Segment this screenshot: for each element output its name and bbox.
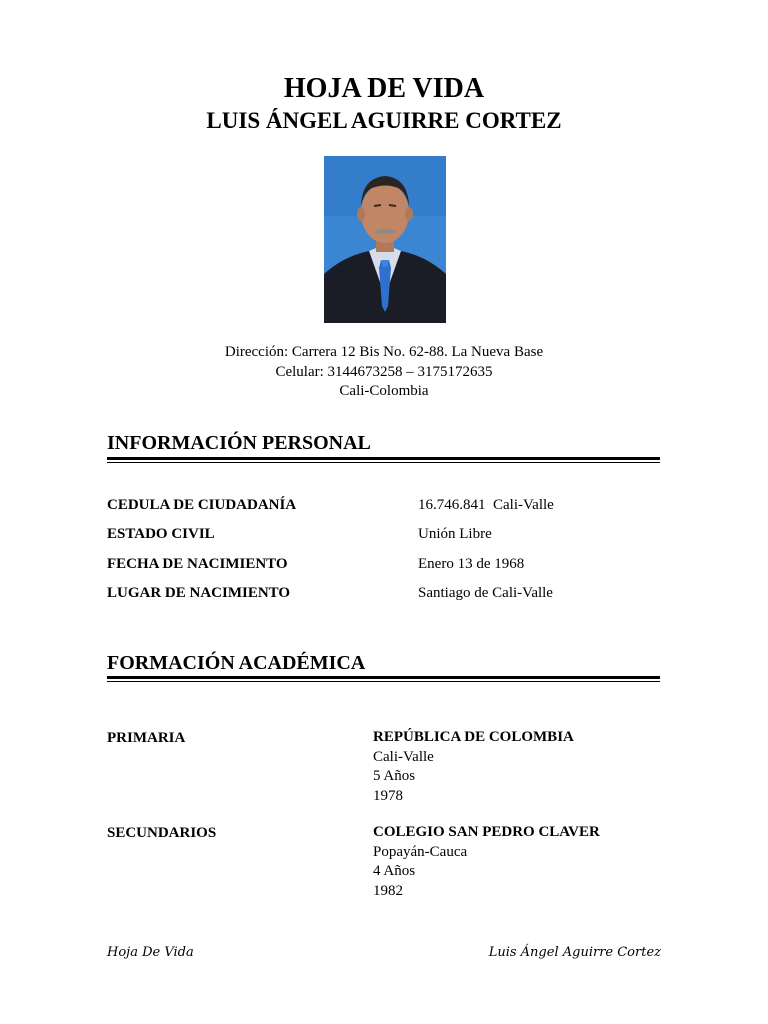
contact-block [0,343,768,402]
document-title: HOJA DE VIDA [283,73,485,104]
info-label-estado-civil: ESTADO CIVIL [107,526,215,542]
school-year: 1982 [373,882,403,899]
education-level-primaria: PRIMARIA [107,730,186,746]
school-duration: 5 Años [373,768,416,784]
info-label-fecha-nacimiento: FECHA DE NACIMIENTO [107,556,288,572]
section-divider [107,676,660,682]
info-value-lugar-nacimiento: Santiago de Cali-Valle [418,585,553,601]
education-heading: FORMACIÓN ACADÉMICA [107,652,366,674]
info-value-estado-civil: Unión Libre [418,526,492,542]
city-text: Cali-Colombia [339,383,429,399]
education-entry-primaria [373,728,574,806]
profile-photo [324,156,446,323]
school-place: Popayán-Cauca [373,843,468,860]
school-duration: 4 Años [373,863,416,879]
education-entry-secundarios [373,823,600,901]
school-name: REPÚBLICA DE COLOMBIA [373,729,574,745]
footer-document-title: Hoja De Vida [107,945,194,960]
person-name: LUIS ÁNGEL AGUIRRE CORTEZ [206,108,562,133]
school-place: Cali-Valle [373,748,434,765]
address-text: Dirección: Carrera 12 Bis No. 62-88. La Nueva Base [224,344,544,360]
education-level-secundarios: SECUNDARIOS [107,825,217,841]
info-label-cedula: CEDULA DE CIUDADANÍA [107,497,297,513]
info-value-fecha-nacimiento: Enero 13 de 1968 [418,556,525,572]
school-name: COLEGIO SAN PEDRO CLAVER [373,824,600,840]
school-year: 1978 [373,787,403,804]
personal-info-heading: INFORMACIÓN PERSONAL [107,432,371,454]
section-divider [107,457,660,463]
footer-person-name: Luis Ángel Aguirre Cortez [488,945,661,960]
phone-text: Celular: 3144673258 – 3175172635 [275,363,493,380]
info-value-cedula: 16.746.841 Cali-Valle [418,497,554,513]
info-label-lugar-nacimiento: LUGAR DE NACIMIENTO [107,585,291,601]
